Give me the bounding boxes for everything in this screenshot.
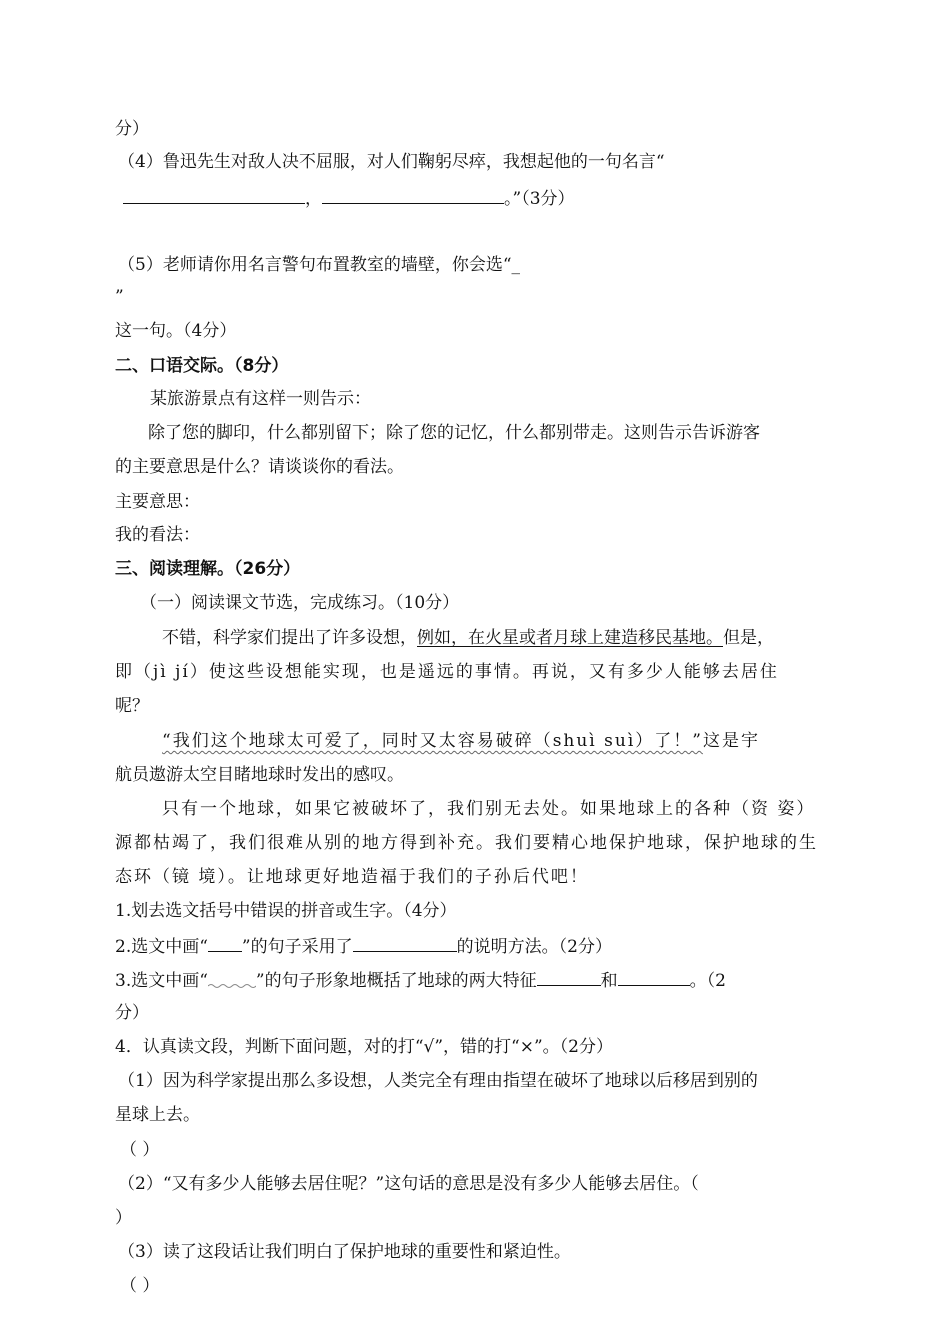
q-text: ”的句子采用了 xyxy=(241,937,353,957)
q-text: 3.选文中画“ xyxy=(115,971,208,991)
q-text: ”的句子形象地概括了地球的两大特征 xyxy=(255,971,537,991)
section-heading-3: 三、阅读理解。（26分） xyxy=(115,559,301,579)
answer-blank[interactable] xyxy=(123,185,305,204)
answer-parentheses[interactable]: ） xyxy=(115,1208,132,1228)
passage-text: 不错，科学家们提出了许多设想， xyxy=(162,628,417,648)
answer-blank[interactable] xyxy=(353,933,457,952)
answer-blank[interactable] xyxy=(537,967,601,986)
section-heading-2: 二、口语交际。（8分） xyxy=(115,356,289,376)
q-text: 2.选文中画“ xyxy=(115,937,208,957)
passage-line: 呢？ xyxy=(115,696,149,716)
passage-line xyxy=(162,729,760,753)
my-opinion-label: 我的看法： xyxy=(115,525,200,545)
question-2 xyxy=(115,933,612,959)
passage-line: 态环（镜 境）。让地球更好地造福于我们的子孙后代吧！ xyxy=(115,867,589,887)
notice-text: 除了您的脚印，什么都别留下；除了您的记忆，什么都别带走。这则告示告诉游客 xyxy=(148,423,760,443)
q-text: 。（2 xyxy=(689,971,726,991)
text-line: 分） xyxy=(115,119,149,139)
q-text: 的说明方法。（2分） xyxy=(456,937,612,957)
answer-blank[interactable] xyxy=(618,967,690,986)
wavy-underlined-sentence: “我们这个地球太可爱了，同时又太容易破碎（shuì suì）了！” xyxy=(162,731,703,751)
passage-line xyxy=(162,626,774,650)
answer-parentheses[interactable]: （ ） xyxy=(120,1276,160,1296)
passage-line: 即（jì jí）使这些设想能实现，也是遥远的事情。再说，又有多少人能够去居住 xyxy=(115,662,779,682)
q-text: 和 xyxy=(600,971,618,991)
text-line: （一）阅读课文节选，完成练习。（10分） xyxy=(140,593,460,613)
answer-parentheses[interactable]: （ ） xyxy=(120,1140,160,1160)
main-meaning-label: 主要意思： xyxy=(115,492,200,512)
question-3 xyxy=(115,967,726,993)
question-4: 4．认真读文段，判断下面问题，对的打“√”，错的打“×”。（2分） xyxy=(115,1037,613,1057)
text-line: ” xyxy=(115,287,124,307)
underline-sample xyxy=(208,933,242,952)
separator: ， xyxy=(305,189,322,209)
line-end: 。”（3分） xyxy=(504,189,575,209)
quote-blanks-line xyxy=(123,185,575,211)
judgment-1: （1）因为科学家提出那么多设想，人类完全有理由指望在破坏了地球以后移居到别的 xyxy=(118,1071,758,1091)
question-1: 1.划去选文括号中错误的拼音或生字。（4分） xyxy=(115,901,457,921)
passage-text: 这是宇 xyxy=(702,731,760,751)
text-line: 某旅游景点有这样一则告示： xyxy=(150,389,371,409)
text-line: 这一句。（4分） xyxy=(115,321,237,341)
text-line: 分） xyxy=(115,1003,149,1023)
text-line: 的主要意思是什么？请谈谈你的看法。 xyxy=(115,457,404,477)
question-5-5: （5）老师请你用名言警句布置教室的墙壁，你会选“_ xyxy=(118,255,521,275)
underlined-sentence: 例如，在火星或者月球上建造移民基地。 xyxy=(417,628,723,648)
answer-blank[interactable] xyxy=(322,185,504,204)
question-5-4: （4）鲁迅先生对敌人决不屈服，对人们鞠躬尽瘁，我想起他的一句名言“ xyxy=(118,152,665,172)
judgment-3: （3）读了这段话让我们明白了保护地球的重要性和紧迫性。 xyxy=(118,1242,571,1262)
passage-line: 航员遨游太空目睹地球时发出的感叹。 xyxy=(115,765,404,785)
passage-line: 只有一个地球，如果它被破坏了，我们别无去处。如果地球上的各种（资 姿） xyxy=(162,799,816,819)
wavy-sample xyxy=(208,969,256,993)
text-line: 星球上去。 xyxy=(115,1105,200,1125)
judgment-2: （2）“又有多少人能够去居住呢？”这句话的意思是没有多少人能够去居住。（ xyxy=(118,1174,699,1194)
passage-text: 但是， xyxy=(723,628,774,648)
passage-line: 源都枯竭了，我们很难从别的地方得到补充。我们要精心地保护地球，保护地球的生 xyxy=(115,833,818,853)
